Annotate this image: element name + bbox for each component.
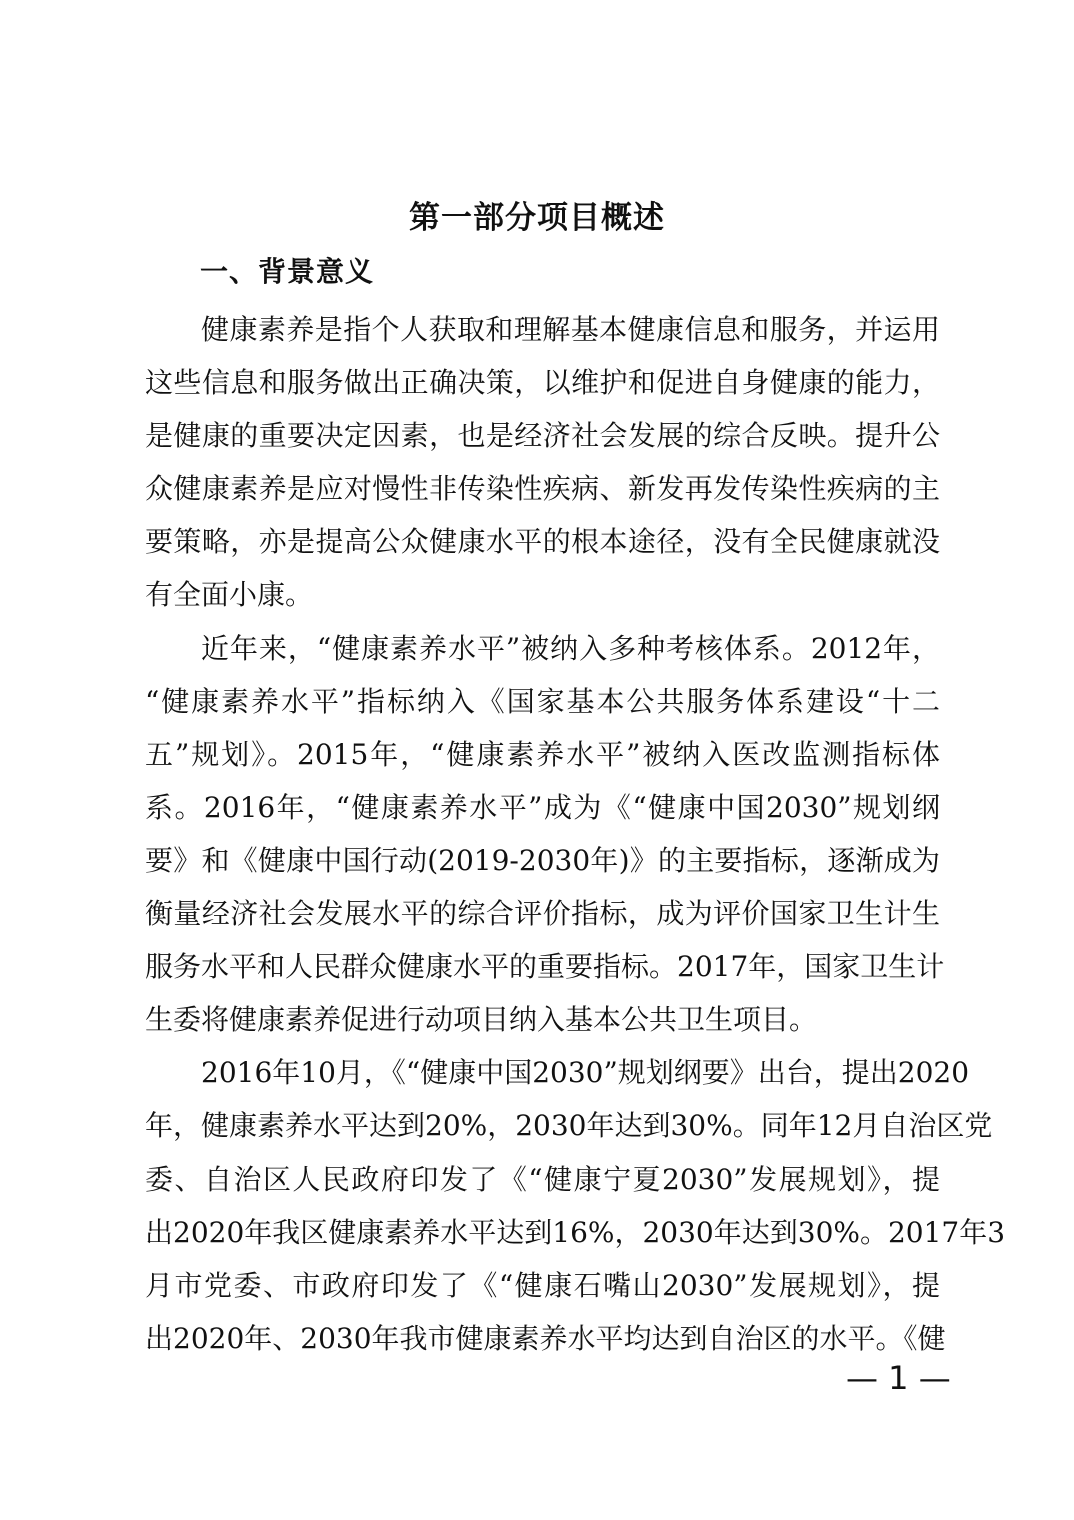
text-line: 要策略，亦是提高公众健康水平的根本途径，没有全民健康就没 bbox=[145, 525, 940, 559]
text-line: 健康素养是指个人获取和理解基本健康信息和服务，并运用 bbox=[201, 313, 940, 346]
text-line: 委、自治区人民政府印发了《“健康宁夏2030”发展规划》，提 bbox=[145, 1162, 940, 1196]
page-number: — 1 — bbox=[846, 1359, 951, 1397]
text-line: 年，健康素养水平达到20%，2030年达到30%。同年12月自治区党 bbox=[145, 1109, 993, 1143]
text-line: “健康素养水平”指标纳入《国家基本公共服务体系建设“十二 bbox=[145, 684, 940, 718]
text-line: 出2020年我区健康素养水平达到16%，2030年达到30%。2017年3 bbox=[145, 1215, 1006, 1249]
text-line: 衡量经济社会发展水平的综合评价指标，成为评价国家卫生计生 bbox=[145, 897, 940, 931]
text-line: 众健康素养是应对慢性非传染性疾病、新发再发传染性疾病的主 bbox=[145, 472, 940, 506]
text-line: 五”规划》。2015年，“健康素养水平”被纳入医改监测指标体 bbox=[145, 737, 940, 771]
text-line: 生委将健康素养促进行动项目纳入基本公共卫生项目。 bbox=[145, 1003, 818, 1037]
text-line: 系。2016年，“健康素养水平”成为《“健康中国2030”规划纲 bbox=[145, 790, 940, 824]
text-line: 出2020年、2030年我市健康素养水平均达到自治区的水平。《健 bbox=[145, 1321, 946, 1355]
body-text bbox=[145, 303, 1006, 1365]
text-line: 月市党委、市政府印发了《“健康石嘴山2030”发展规划》，提 bbox=[145, 1268, 940, 1302]
text-line: 是健康的重要决定因素，也是经济社会发展的综合反映。提升公 bbox=[145, 419, 940, 453]
text-line: 这些信息和服务做出正确决策，以维护和促进自身健康的能力， bbox=[145, 366, 940, 400]
text-line: 近年来，“健康素养水平”被纳入多种考核体系。2012年， bbox=[201, 631, 940, 665]
text-line: 要》和《健康中国行动(2019-2030年)》的主要指标，逐渐成为 bbox=[145, 843, 940, 877]
section-heading: 一、背景意义 bbox=[200, 255, 375, 288]
text-line: 服务水平和人民群众健康水平的重要指标。2017年，国家卫生计 bbox=[145, 950, 945, 984]
text-line: 2016年10月，《“健康中国2030”规划纲要》出台，提出2020 bbox=[201, 1056, 970, 1090]
text-line: 有全面小康。 bbox=[145, 578, 314, 612]
page-title: 第一部分项目概述 bbox=[409, 200, 665, 236]
